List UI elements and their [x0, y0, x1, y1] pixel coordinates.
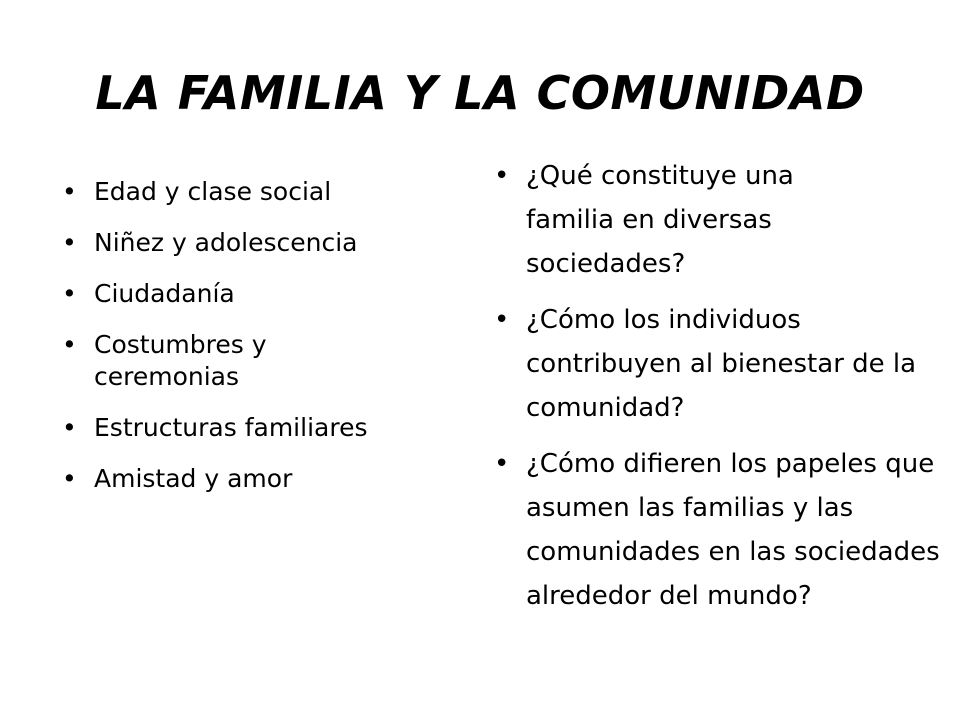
list-item — [494, 154, 871, 286]
bullet-icon: • — [494, 305, 510, 335]
list-item — [62, 278, 442, 310]
left-bullet-list — [62, 176, 442, 514]
bullet-icon: • — [62, 279, 77, 308]
list-item-text: Ciudadanía — [94, 279, 235, 308]
list-item — [62, 176, 442, 208]
right-bullet-list — [494, 154, 940, 630]
list-item-text: ¿Cómo los individuos contribuyen al bienestar de la comunidad? — [526, 305, 917, 423]
bullet-icon: • — [62, 330, 77, 359]
list-item — [62, 463, 442, 495]
list-item — [494, 442, 960, 618]
list-item-text: Estructuras familiares — [94, 413, 368, 442]
bullet-icon: • — [494, 449, 510, 479]
bullet-icon: • — [62, 228, 77, 257]
list-item — [494, 298, 926, 430]
bullet-icon: • — [62, 464, 77, 493]
bullet-icon: • — [62, 413, 77, 442]
slide-title: LA FAMILIA Y LA COMUNIDAD — [95, 66, 865, 120]
list-item — [62, 227, 442, 259]
list-item-text: ¿Qué constituye una familia en diversas sociedades? — [526, 161, 794, 279]
list-item-text: Niñez y adolescencia — [94, 228, 358, 257]
list-item — [62, 412, 442, 444]
bullet-icon: • — [494, 161, 510, 191]
list-item-text: Amistad y amor — [94, 464, 293, 493]
list-item-text: Costumbres y ceremonias — [94, 330, 267, 391]
list-item — [62, 329, 334, 393]
list-item-text: ¿Cómo difieren los papeles que asumen las familias y las comunidades en las sociedades alrededor del mundo? — [526, 449, 940, 611]
list-item-text: Edad y clase social — [94, 177, 332, 206]
bullet-icon: • — [62, 177, 77, 206]
